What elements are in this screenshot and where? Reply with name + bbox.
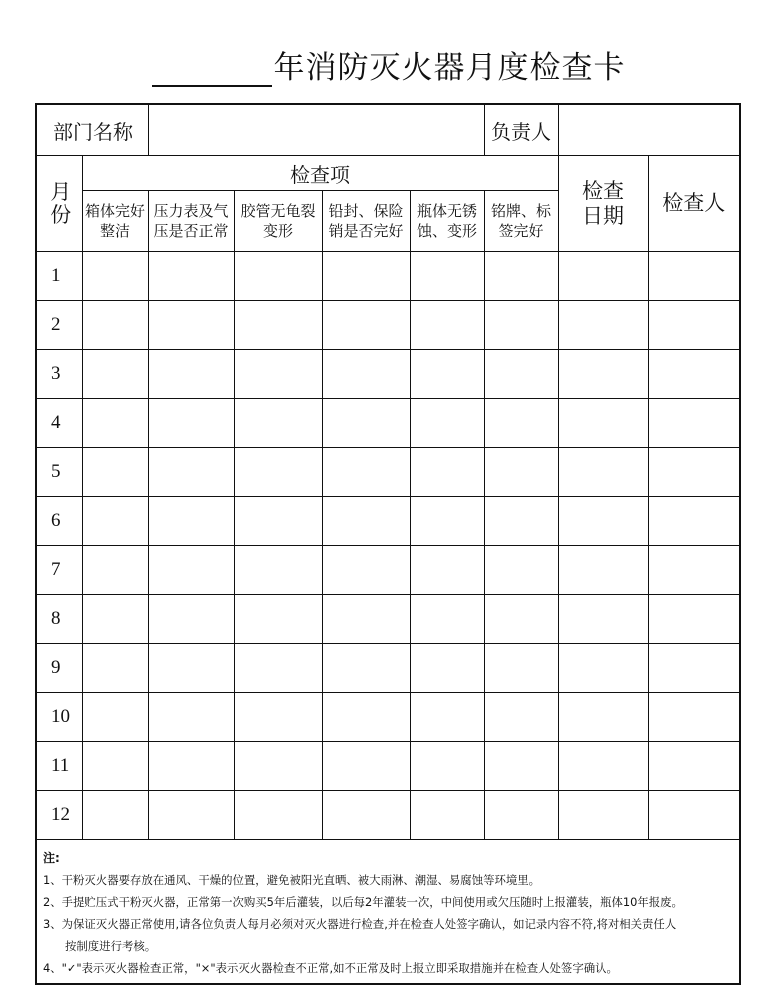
page-title (0, 42, 777, 87)
month-rows (37, 252, 739, 840)
note-line: 按制度进行考核。 (65, 939, 157, 953)
month-cell: 6 (37, 497, 82, 546)
label-entry-cell[interactable] (484, 693, 558, 742)
hose-entry-cell[interactable] (234, 350, 322, 399)
cabinet-entry-cell[interactable] (82, 350, 148, 399)
month-cell: 10 (37, 693, 82, 742)
item-header-pressure: 压力表及气 压是否正常 (148, 191, 234, 252)
inspection-sheet (35, 103, 741, 985)
year-blank[interactable] (152, 55, 272, 87)
table-row (37, 693, 739, 742)
month-cell: 5 (37, 448, 82, 497)
column-header-row (37, 156, 739, 191)
label-entry-cell[interactable] (484, 399, 558, 448)
pressure-entry-cell[interactable] (148, 791, 234, 840)
label-entry-cell[interactable] (484, 644, 558, 693)
header-info-row (37, 105, 739, 156)
dept-label: 部门名称 (37, 105, 148, 156)
table-row (37, 448, 739, 497)
cylinder-entry-cell[interactable] (410, 595, 484, 644)
cylinder-entry-cell[interactable] (410, 252, 484, 301)
pressure-entry-cell[interactable] (148, 644, 234, 693)
inspector-entry-cell[interactable] (648, 546, 739, 595)
cabinet-entry-cell[interactable] (82, 595, 148, 644)
cabinet-entry-cell[interactable] (82, 546, 148, 595)
label-entry-cell[interactable] (484, 252, 558, 301)
check-date-entry-cell[interactable] (558, 301, 648, 350)
note-line: 1、干粉灭火器要存放在通风、干燥的位置，避免被阳光直晒、被大雨淋、潮湿、易腐蚀等环境里。 (43, 873, 541, 887)
check-date-entry-cell[interactable] (558, 350, 648, 399)
inspector-header: 检查人 (648, 156, 739, 252)
hose-entry-cell[interactable] (234, 301, 322, 350)
item-header-hose: 胶管无龟裂 变形 (234, 191, 322, 252)
inspector-entry-cell[interactable] (648, 252, 739, 301)
label-entry-cell[interactable] (484, 595, 558, 644)
pressure-entry-cell[interactable] (148, 252, 234, 301)
check-date-entry-cell[interactable] (558, 791, 648, 840)
item-header-label: 铭牌、标 签完好 (484, 191, 558, 252)
seal-entry-cell[interactable] (322, 791, 410, 840)
inspector-entry-cell[interactable] (648, 644, 739, 693)
item-header-cabinet: 箱体完好 整洁 (82, 191, 148, 252)
check-items-group-header: 检查项 (82, 156, 558, 191)
cylinder-entry-cell[interactable] (410, 399, 484, 448)
notes-section (43, 847, 735, 979)
hose-entry-cell[interactable] (234, 448, 322, 497)
month-header: 月份 (37, 156, 82, 252)
inspector-entry-cell[interactable] (648, 350, 739, 399)
month-cell: 3 (37, 350, 82, 399)
cylinder-entry-cell[interactable] (410, 497, 484, 546)
label-entry-cell[interactable] (484, 546, 558, 595)
table-row (37, 252, 739, 301)
label-entry-cell[interactable] (484, 742, 558, 791)
item-header-cylinder: 瓶体无锈 蚀、变形 (410, 191, 484, 252)
seal-entry-cell[interactable] (322, 595, 410, 644)
cabinet-entry-cell[interactable] (82, 448, 148, 497)
inspection-table (37, 105, 739, 840)
month-cell: 7 (37, 546, 82, 595)
pressure-entry-cell[interactable] (148, 595, 234, 644)
seal-entry-cell[interactable] (322, 742, 410, 791)
seal-entry-cell[interactable] (322, 497, 410, 546)
inspector-entry-cell[interactable] (648, 497, 739, 546)
hose-entry-cell[interactable] (234, 644, 322, 693)
label-entry-cell[interactable] (484, 497, 558, 546)
responsible-label: 负责人 (484, 105, 558, 156)
table-row (37, 399, 739, 448)
seal-entry-cell[interactable] (322, 252, 410, 301)
check-date-entry-cell[interactable] (558, 497, 648, 546)
check-date-entry-cell[interactable] (558, 252, 648, 301)
label-entry-cell[interactable] (484, 448, 558, 497)
check-date-header: 检查 日期 (558, 156, 648, 252)
inspector-entry-cell[interactable] (648, 448, 739, 497)
seal-entry-cell[interactable] (322, 399, 410, 448)
month-cell: 12 (37, 791, 82, 840)
cabinet-entry-cell[interactable] (82, 791, 148, 840)
cylinder-entry-cell[interactable] (410, 350, 484, 399)
check-date-entry-cell[interactable] (558, 693, 648, 742)
cylinder-entry-cell[interactable] (410, 448, 484, 497)
inspector-entry-cell[interactable] (648, 791, 739, 840)
month-cell: 11 (37, 742, 82, 791)
pressure-entry-cell[interactable] (148, 448, 234, 497)
hose-entry-cell[interactable] (234, 546, 322, 595)
cabinet-entry-cell[interactable] (82, 742, 148, 791)
inspector-entry-cell[interactable] (648, 301, 739, 350)
title-text: 年消防灭火器月度检查卡 (273, 50, 626, 86)
cabinet-entry-cell[interactable] (82, 693, 148, 742)
cylinder-entry-cell[interactable] (410, 546, 484, 595)
notes-heading: 注: (43, 851, 60, 865)
table-row (37, 497, 739, 546)
cabinet-entry-cell[interactable] (82, 644, 148, 693)
check-date-entry-cell[interactable] (558, 448, 648, 497)
table-row (37, 595, 739, 644)
cylinder-entry-cell[interactable] (410, 301, 484, 350)
cylinder-entry-cell[interactable] (410, 742, 484, 791)
pressure-entry-cell[interactable] (148, 742, 234, 791)
check-date-entry-cell[interactable] (558, 742, 648, 791)
cylinder-entry-cell[interactable] (410, 693, 484, 742)
month-cell: 4 (37, 399, 82, 448)
pressure-entry-cell[interactable] (148, 546, 234, 595)
note-line: 2、手提贮压式干粉灭火器，正常第一次购买5年后灌装，以后每2年灌装一次，中间使用或欠压随时上报灌装，瓶体10年报废。 (43, 895, 683, 909)
inspector-entry-cell[interactable] (648, 399, 739, 448)
hose-entry-cell[interactable] (234, 399, 322, 448)
hose-entry-cell[interactable] (234, 693, 322, 742)
hose-entry-cell[interactable] (234, 791, 322, 840)
label-entry-cell[interactable] (484, 350, 558, 399)
inspector-entry-cell[interactable] (648, 595, 739, 644)
dept-value-cell[interactable] (148, 105, 484, 156)
table-row (37, 350, 739, 399)
note-line: 4、"✓"表示灭火器检查正常，"×"表示灭火器检查不正常,如不正常及时上报立即采取措施并在检查人处签字确认。 (43, 961, 618, 975)
cabinet-entry-cell[interactable] (82, 399, 148, 448)
seal-entry-cell[interactable] (322, 350, 410, 399)
seal-entry-cell[interactable] (322, 644, 410, 693)
seal-entry-cell[interactable] (322, 546, 410, 595)
cylinder-entry-cell[interactable] (410, 791, 484, 840)
hose-entry-cell[interactable] (234, 252, 322, 301)
table-row (37, 546, 739, 595)
check-date-entry-cell[interactable] (558, 595, 648, 644)
hose-entry-cell[interactable] (234, 742, 322, 791)
month-cell: 8 (37, 595, 82, 644)
pressure-entry-cell[interactable] (148, 693, 234, 742)
table-row (37, 301, 739, 350)
seal-entry-cell[interactable] (322, 693, 410, 742)
check-date-entry-cell[interactable] (558, 644, 648, 693)
check-date-entry-cell[interactable] (558, 546, 648, 595)
table-row (37, 791, 739, 840)
month-cell: 1 (37, 252, 82, 301)
pressure-entry-cell[interactable] (148, 350, 234, 399)
seal-entry-cell[interactable] (322, 301, 410, 350)
note-line: 3、为保证灭火器正常使用,请各位负责人每月必须对灭火器进行检查,并在检查人处签字确认，如记录内容不符,将对相关责任人 (43, 917, 677, 931)
month-cell: 2 (37, 301, 82, 350)
seal-entry-cell[interactable] (322, 448, 410, 497)
inspector-entry-cell[interactable] (648, 742, 739, 791)
label-entry-cell[interactable] (484, 791, 558, 840)
table-row (37, 644, 739, 693)
inspector-entry-cell[interactable] (648, 693, 739, 742)
month-cell: 9 (37, 644, 82, 693)
pressure-entry-cell[interactable] (148, 301, 234, 350)
responsible-value-cell[interactable] (558, 105, 739, 156)
pressure-entry-cell[interactable] (148, 399, 234, 448)
hose-entry-cell[interactable] (234, 595, 322, 644)
cylinder-entry-cell[interactable] (410, 644, 484, 693)
label-entry-cell[interactable] (484, 301, 558, 350)
item-header-seal: 铅封、保险 销是否完好 (322, 191, 410, 252)
cabinet-entry-cell[interactable] (82, 301, 148, 350)
table-row (37, 742, 739, 791)
pressure-entry-cell[interactable] (148, 497, 234, 546)
hose-entry-cell[interactable] (234, 497, 322, 546)
cabinet-entry-cell[interactable] (82, 497, 148, 546)
cabinet-entry-cell[interactable] (82, 252, 148, 301)
check-date-entry-cell[interactable] (558, 399, 648, 448)
